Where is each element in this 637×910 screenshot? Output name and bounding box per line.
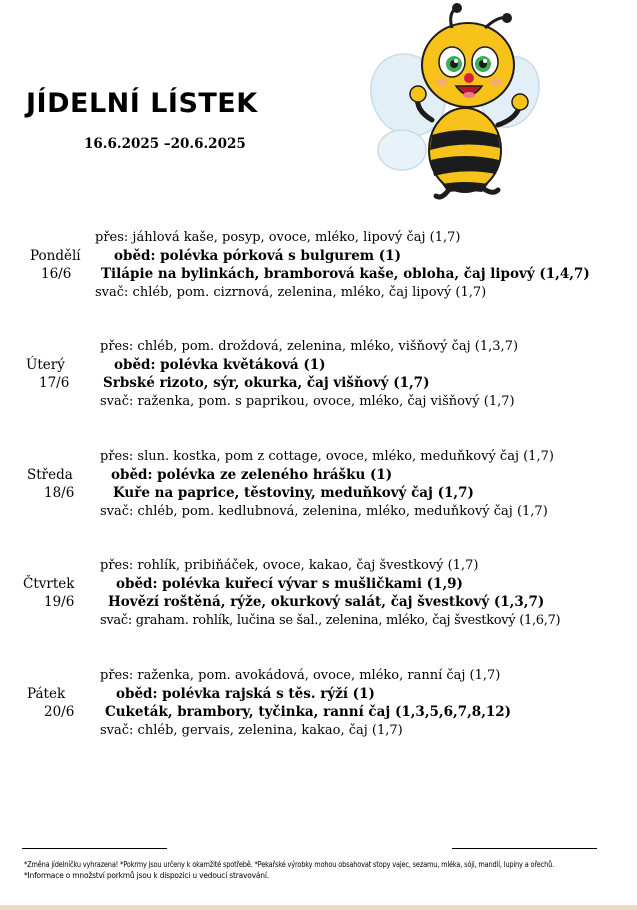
lunch-soup: oběd: polévka ze zeleného hrášku (1) bbox=[111, 467, 393, 483]
day-block-friday bbox=[0, 666, 637, 750]
day-name: Pátek bbox=[27, 686, 66, 702]
date-range: 16.6.2025 –20.6.2025 bbox=[84, 136, 246, 152]
lunch-main: Srbské rizoto, sýr, okurka, čaj višňový (1,7) bbox=[103, 375, 430, 391]
day-block-wednesday bbox=[0, 447, 637, 531]
snack-pm: svač: graham. rohlík, lučina se šal., zelenina, mléko, čaj švestkový (1,6,7) bbox=[100, 613, 561, 628]
day-date: 17/6 bbox=[39, 375, 70, 391]
snack-am: přes: raženka, pom. avokádová, ovoce, mléko, ranní čaj (1,7) bbox=[100, 668, 501, 683]
lunch-soup: oběd: polévka kuřecí vývar s mušličkami (1,9) bbox=[116, 576, 463, 592]
footer-signature-line-left bbox=[22, 848, 167, 849]
footnote-portions: *Informace o množství porkmů jsou k dispozici u vedoucí stravování. bbox=[24, 871, 269, 880]
snack-am: přes: slun. kostka, pom z cottage, ovoce, mléko, meduňkový čaj (1,7) bbox=[100, 449, 554, 464]
lunch-soup: oběd: polévka rajská s těs. rýží (1) bbox=[116, 686, 375, 702]
day-block-thursday bbox=[0, 556, 637, 640]
page-bottom-edge bbox=[0, 905, 637, 910]
day-name: Úterý bbox=[26, 357, 65, 373]
lunch-soup: oběd: polévka květáková (1) bbox=[114, 357, 326, 373]
snack-am: přes: chléb, pom. droždová, zelenina, mléko, višňový čaj (1,3,7) bbox=[100, 339, 519, 354]
snack-am: přes: rohlík, pribiňáček, ovoce, kakao, čaj švestkový (1,7) bbox=[100, 558, 479, 573]
footer-signature-line-right bbox=[452, 848, 597, 849]
lunch-main: Hovězí roštěná, rýže, okurkový salát, čaj švestkový (1,3,7) bbox=[108, 594, 545, 610]
snack-pm: svač: chléb, pom. cizrnová, zelenina, mléko, čaj lipový (1,7) bbox=[95, 285, 487, 300]
day-date: 20/6 bbox=[44, 704, 75, 720]
day-date: 19/6 bbox=[44, 594, 75, 610]
bee-mascot-icon bbox=[370, 0, 540, 210]
day-name: Pondělí bbox=[30, 248, 81, 264]
snack-pm: svač: chléb, gervais, zelenina, kakao, čaj (1,7) bbox=[100, 723, 403, 738]
page-title: JÍDELNÍ LÍSTEK bbox=[26, 88, 258, 119]
snack-am: přes: jáhlová kaše, posyp, ovoce, mléko, lipový čaj (1,7) bbox=[95, 230, 461, 245]
day-name: Středa bbox=[27, 467, 73, 483]
snack-pm: svač: raženka, pom. s paprikou, ovoce, mléko, čaj višňový (1,7) bbox=[100, 394, 515, 409]
day-date: 18/6 bbox=[44, 485, 75, 501]
snack-pm: svač: chléb, pom. kedlubnová, zelenina, mléko, meduňkový čaj (1,7) bbox=[100, 504, 548, 519]
day-name: Čtvrtek bbox=[23, 576, 75, 592]
lunch-main: Cuketák, brambory, tyčinka, ranní čaj (1,3,5,6,7,8,12) bbox=[105, 704, 512, 720]
bee-body bbox=[429, 108, 501, 192]
day-date: 16/6 bbox=[41, 266, 72, 282]
footnote-allergens: *Změna jídelníčku vyhrazena! *Pokrmy jsou určeny k okamžité spotřebě. *Pekařské výrobky mohou obsahovat stopy vajec, sezamu, mléka, sóji, mandlí, lupiny a ořechů. bbox=[24, 860, 555, 869]
day-block-tuesday bbox=[0, 337, 637, 421]
lunch-main: Tilápie na bylinkách, bramborová kaše, obloha, čaj lipový (1,4,7) bbox=[101, 266, 590, 282]
lunch-main: Kuře na paprice, těstoviny, meduňkový čaj (1,7) bbox=[113, 485, 474, 501]
day-block-monday bbox=[0, 228, 637, 312]
lunch-soup: oběd: polévka pórková s bulgurem (1) bbox=[114, 248, 401, 264]
